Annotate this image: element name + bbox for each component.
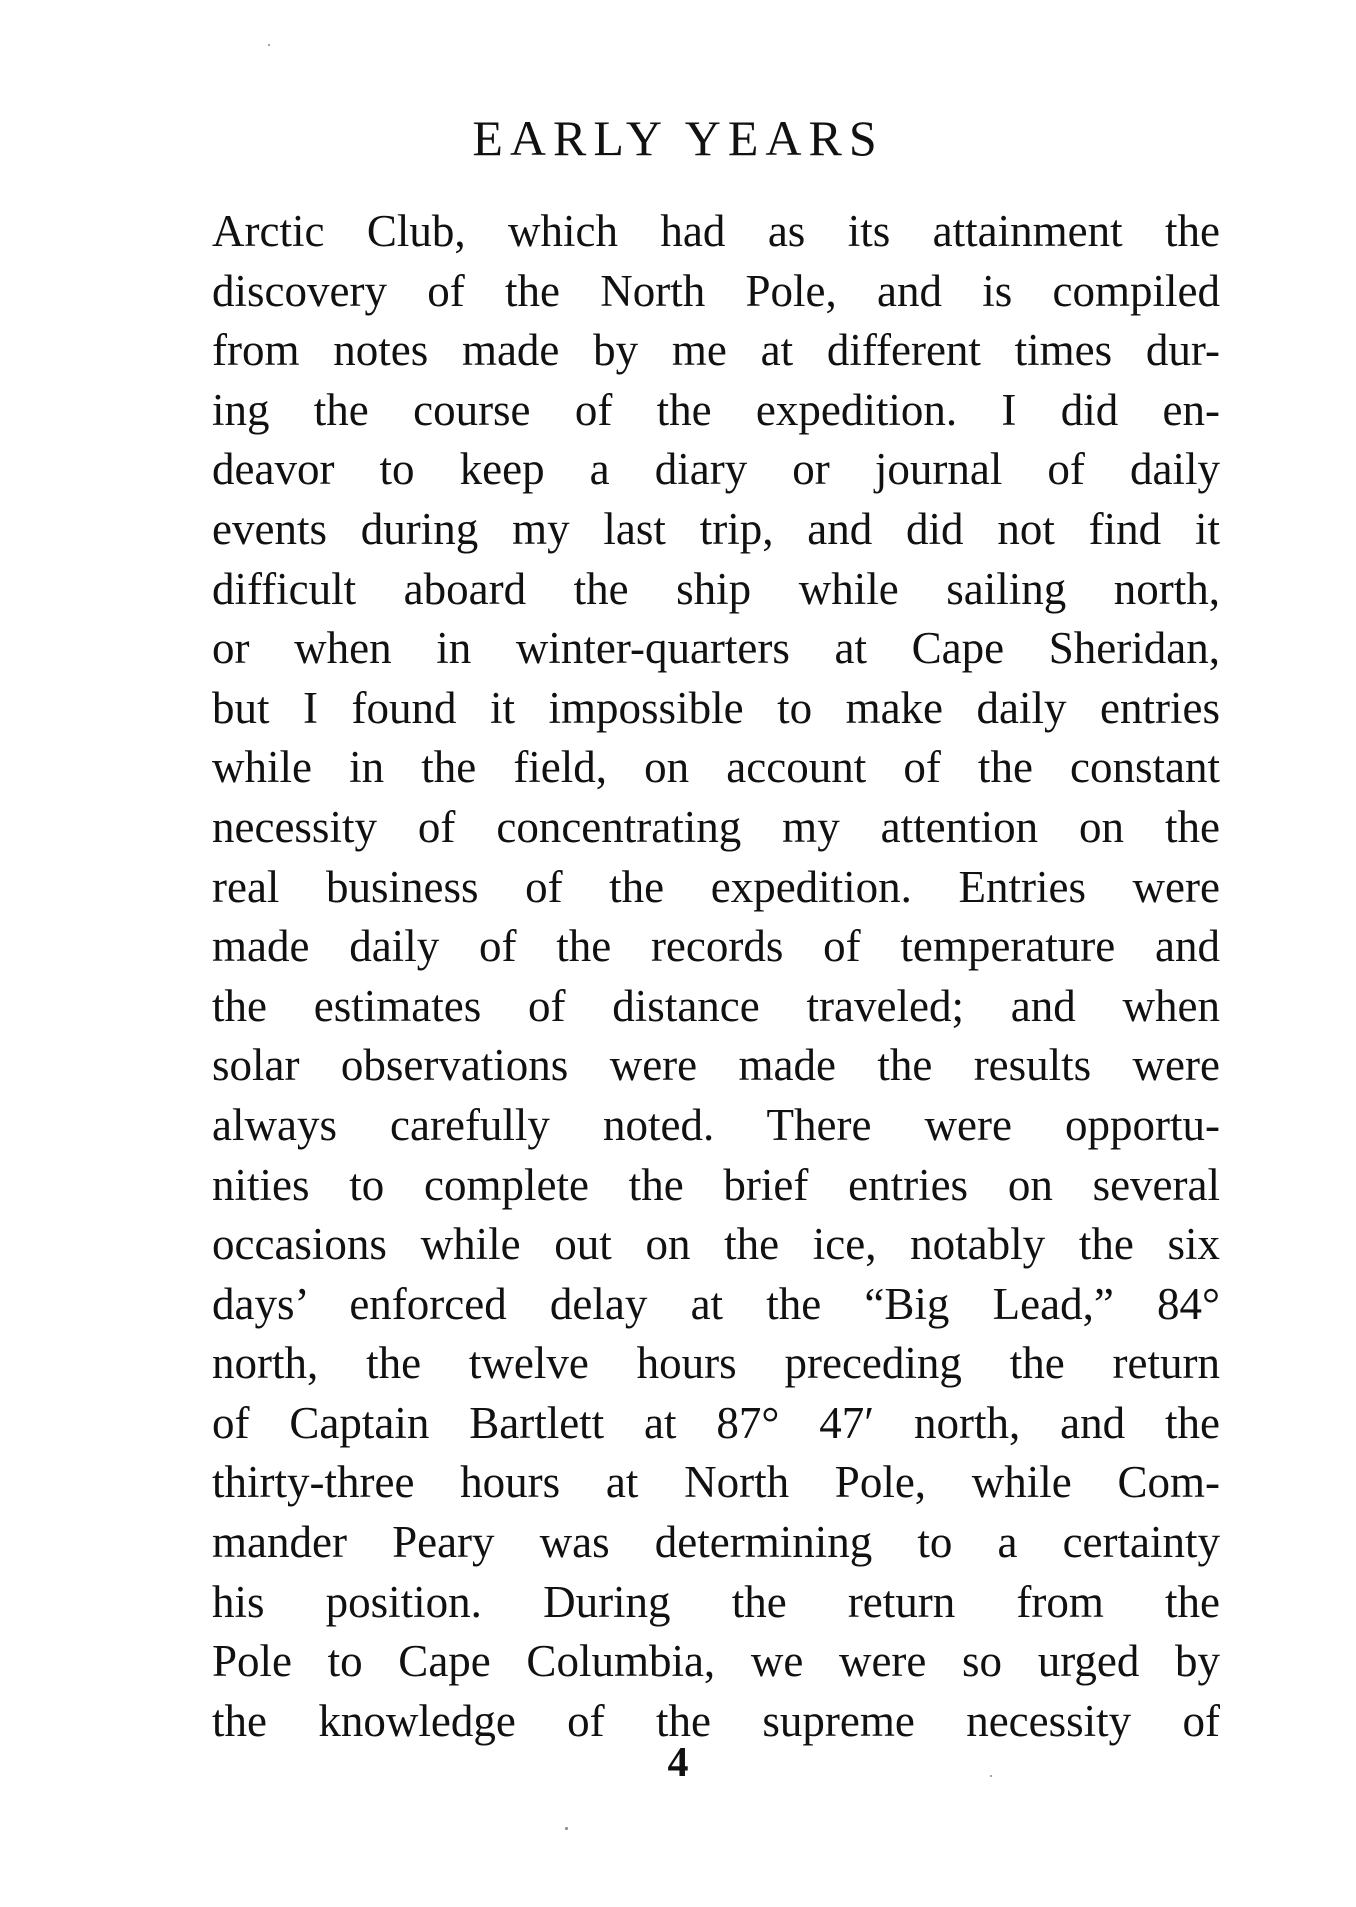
text-line: or when in winter-quarters at Cape Sheridan, (212, 623, 1220, 674)
text-line: necessity of concentrating my attention on the (212, 801, 1220, 852)
text-line: his position. During the return from the (212, 1576, 1220, 1627)
text-line: mander Peary was determining to a certainty (212, 1517, 1220, 1568)
text-line: difficult aboard the ship while sailing north, (212, 563, 1220, 614)
running-head: EARLY YEARS (472, 110, 884, 166)
ink-speck (268, 44, 270, 46)
text-line: the estimates of distance traveled; and when (212, 980, 1220, 1031)
text-line: the knowledge of the supreme necessity of (212, 1695, 1220, 1746)
ink-speck (990, 1775, 992, 1777)
text-line: deavor to keep a diary or journal of daily (212, 444, 1220, 495)
text-line: north, the twelve hours preceding the return (212, 1338, 1220, 1389)
text-line: real business of the expedition. Entries were (212, 861, 1220, 912)
text-line: from notes made by me at different times dur- (212, 325, 1220, 376)
text-line: days’ enforced delay at the “Big Lead,” 84° (212, 1278, 1220, 1329)
text-line: events during my last trip, and did not find it (212, 503, 1220, 554)
page-number: 4 (667, 1740, 689, 1786)
text-line: Pole to Cape Columbia, we were so urged by (212, 1636, 1220, 1687)
text-line: thirty-three hours at North Pole, while Com- (212, 1457, 1220, 1508)
text-line: always carefully noted. There were opportu- (212, 1099, 1220, 1150)
text-line: nities to complete the brief entries on several (212, 1159, 1220, 1210)
text-line: of Captain Bartlett at 87° 47′ north, and the (212, 1397, 1220, 1448)
text-line: Arctic Club, which had as its attainment the (212, 206, 1220, 256)
text-line: while in the field, on account of the constant (212, 742, 1220, 793)
text-line: but I found it impossible to make daily entries (212, 682, 1220, 733)
body-text (212, 202, 1220, 1751)
text-line: discovery of the North Pole, and is compiled (212, 265, 1220, 316)
text-line: ing the course of the expedition. I did en- (212, 384, 1220, 435)
text-line: solar observations were made the results were (212, 1040, 1220, 1091)
text-line: made daily of the records of temperature and (212, 921, 1220, 972)
ink-speck (565, 1827, 568, 1830)
text-line: occasions while out on the ice, notably the six (212, 1219, 1220, 1270)
